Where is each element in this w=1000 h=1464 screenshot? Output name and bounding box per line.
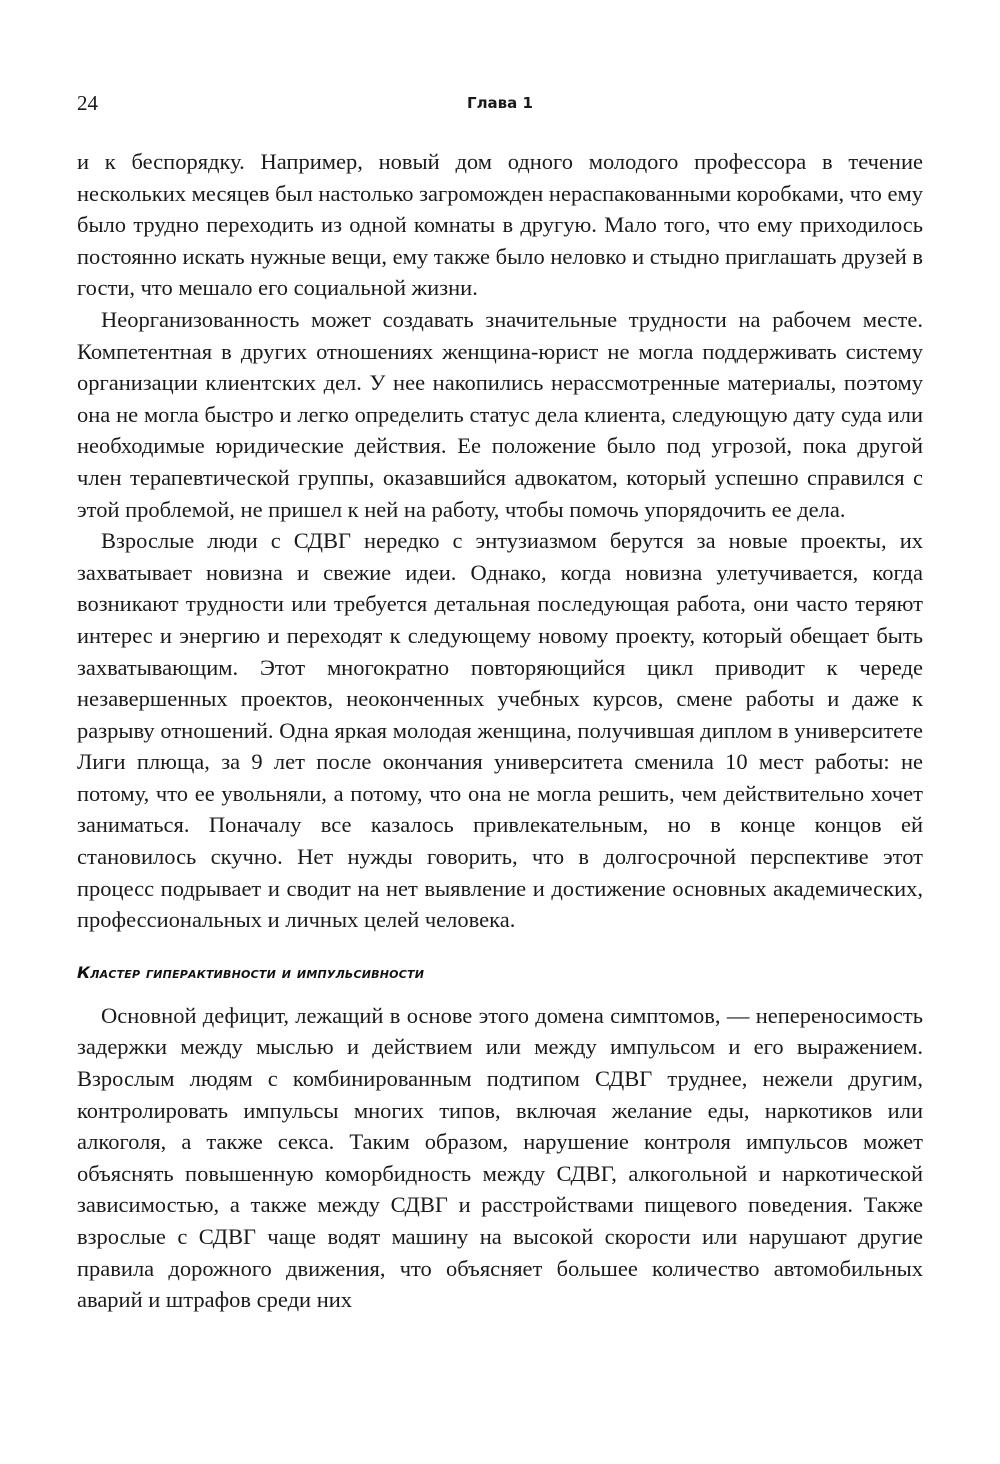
paragraph-disorganization-work: Неорганизованность может создавать значительные трудности на рабочем месте. Компетентная в других отношениях женщина-юрист не могла поддерживать систему организации клиентских дел. У нее накопились нерассмотренные материалы, поэтому она не могла быстро и легко определить статус дела клиента, следующую дату суда или необходимые юридические действия. Ее положение было под угрозой, пока другой член терапевтической группы, оказавшийся адвокатом, который успешно справился с этой проблемой, не пришел к ней на работу, чтобы помочь упорядочить ее дела. bbox=[77, 306, 923, 522]
page-header bbox=[77, 88, 923, 118]
section-heading: Кластер гиперактивности и импульсивности bbox=[77, 962, 425, 982]
running-head: Глава 1 bbox=[467, 94, 533, 112]
paragraph-new-projects: Взрослые люди с СДВГ нередко с энтузиазмом берутся за новые проекты, их захватывает новизна и свежие идеи. Однако, когда новизна улетучивается, когда возникают трудности или требуется детальная последующая работа, они часто теряют интерес и энергию и переходят к следующему новому проекту, который обещает быть захватывающим. Этот многократно повторяющийся цикл приводит к череде незавершенных проектов, неоконченных учебных курсов, смене работы и даже к разрыву отношений. Одна яркая молодая женщина, получившая диплом в университете Лиги плюща, за 9 лет после окончания университета сменила 10 мест работы: не потому, что ее увольняли, а потому, что она не могла решить, чем действительно хочет заниматься. Поначалу все казалось привлекательным, но в конце концов ей становилось скучно. Нет нужды говорить, что в долгосрочной перспективе этот процесс подрывает и сводит на нет выявление и достижение основных академических, профессиональных и личных целей человека. bbox=[77, 528, 923, 933]
body-text bbox=[77, 146, 923, 1316]
paragraph-impulsivity: Основной дефицит, лежащий в основе этого домена симптомов, — непереносимость задержки между мыслью и действием или между импульсом и его выражением. Взрослым людям с комбинированным подтипом СДВГ труднее, нежели другим, контролировать импульсы многих типов, включая желание еды, наркотиков или алкоголя, а также секса. Таким образом, нарушение контроля импульсов может объяснять повышенную коморбидность между СДВГ, алкогольной и наркотической зависимостью, а также между СДВГ и расстройствами пищевого поведения. Также взрослые с СДВГ чаще водят машину на высокой скорости или нарушают другие правила дорожного движения, что объясняет большее количество автомобильных аварий и штрафов среди них bbox=[77, 1002, 923, 1313]
paragraph-continued: и к беспорядку. Например, новый дом одного молодого профессора в течение нескольких месяцев был настолько загроможден нераспакованными коробками, что ему было трудно переходить из одной комнаты в другую. Мало того, что ему приходилось постоянно искать нужные вещи, ему также было неловко и стыдно приглашать друзей в гости, что мешало его социальной жизни. bbox=[77, 149, 923, 301]
page-number: 24 bbox=[77, 91, 98, 115]
